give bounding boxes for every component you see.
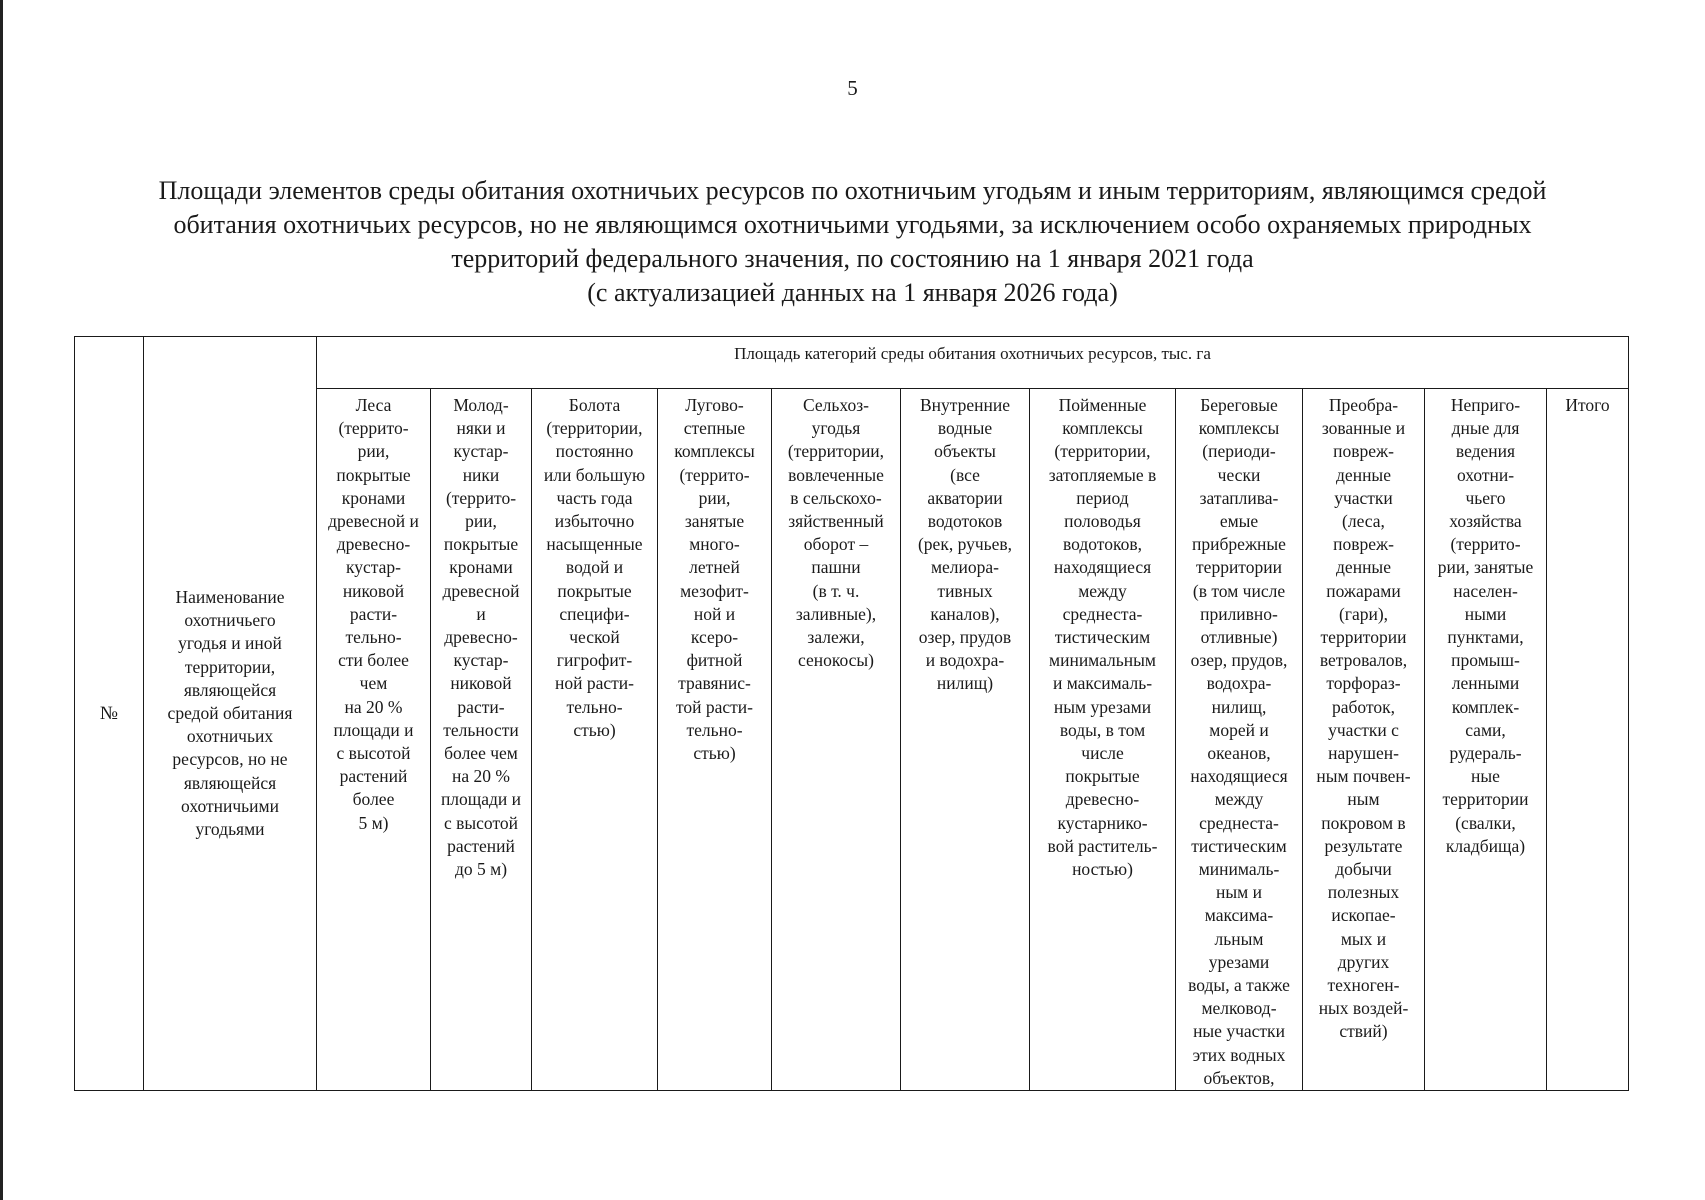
category-line: рии, занятые — [1437, 557, 1534, 578]
category-line: растений — [339, 766, 408, 787]
page-number: 5 — [847, 76, 858, 100]
category-line: кустарнико- — [1057, 812, 1148, 833]
category-line: тистическим — [1054, 627, 1151, 648]
category-line: между — [1078, 580, 1127, 601]
category-line: нарушен- — [1328, 743, 1399, 764]
category-line: мелковод- — [1201, 998, 1277, 1019]
category-line: торфораз- — [1326, 673, 1401, 694]
category-line: комплексы — [674, 441, 755, 462]
category-line: пунктами, — [1447, 627, 1524, 648]
category-line: денные — [1336, 464, 1391, 485]
category-line: Итого — [1565, 395, 1610, 415]
category-line: Пойменные — [1058, 395, 1147, 415]
category-line: (все — [950, 464, 980, 485]
category-line: кронами — [341, 487, 406, 508]
category-line: зованные и — [1321, 418, 1406, 439]
category-line: мых и — [1340, 928, 1387, 949]
category-line: урезами — [1208, 951, 1270, 972]
category-line: вой раститель- — [1047, 835, 1158, 856]
category-line: более чем — [444, 743, 518, 764]
category-line: занятые — [684, 511, 745, 532]
category-line: повреж- — [1333, 441, 1394, 462]
category-line: специфи- — [559, 603, 630, 624]
category-line: древесно- — [336, 534, 411, 555]
category-line: няки и — [456, 418, 506, 439]
category-line: тистическим — [1191, 835, 1287, 856]
habitat-area-table — [74, 336, 1629, 1091]
category-line: охотни- — [1456, 464, 1515, 485]
category-line: никовой — [342, 580, 405, 601]
category-line: часть года — [556, 487, 633, 508]
category-line: кронами — [449, 557, 513, 578]
category-line: и водохра- — [925, 650, 1005, 671]
category-line: добычи — [1335, 859, 1392, 880]
category-line: ные участки — [1193, 1021, 1285, 1042]
category-line: участки с — [1328, 719, 1399, 740]
category-line: (рек, ручьев, — [917, 534, 1013, 555]
category-line: техноген- — [1327, 975, 1400, 996]
category-line: чески — [1217, 464, 1261, 485]
category-line: на 20 % — [344, 696, 403, 717]
category-line: океанов, — [1207, 743, 1271, 764]
category-line: покрытые — [1065, 766, 1140, 787]
category-line: среднеста- — [1062, 603, 1143, 624]
category-line: среднеста- — [1199, 812, 1279, 833]
category-line: ной расти- — [555, 673, 634, 694]
category-line: тельно- — [345, 627, 402, 648]
category-line: водные — [937, 418, 993, 439]
header-cell-category — [901, 389, 1030, 1091]
category-line: максима- — [1204, 905, 1274, 926]
category-line: емые — [1219, 511, 1259, 532]
category-line: период — [1076, 487, 1129, 508]
category-line: Преобра- — [1328, 395, 1399, 415]
category-line: населен- — [1453, 580, 1518, 601]
category-line: залежи, — [807, 627, 865, 648]
category-line: и максималь- — [1052, 673, 1153, 694]
category-line: древесно- — [1065, 789, 1140, 810]
category-line: Внутренние — [919, 395, 1011, 415]
category-line: (террито- — [679, 464, 750, 485]
category-line: тивных — [937, 580, 993, 601]
header-row-group — [75, 337, 1629, 389]
header-cell-category — [1425, 389, 1547, 1091]
category-line: пожарами — [1326, 580, 1401, 601]
category-line: территории — [1320, 627, 1407, 648]
category-line: (территории, — [546, 418, 643, 439]
header-cell-category — [532, 389, 658, 1091]
category-line: каналов), — [930, 603, 1000, 624]
category-line: рудераль- — [1449, 743, 1522, 764]
category-line: ностью) — [1072, 859, 1133, 880]
category-line: ведения — [1455, 441, 1516, 462]
category-line: ветровалов, — [1319, 650, 1408, 671]
category-line: рии, — [698, 487, 731, 508]
category-line: (террито- — [445, 487, 517, 508]
header-cell-category — [1547, 389, 1629, 1091]
category-line: в сельскохо- — [790, 487, 882, 508]
header-cell-name: Наименование охотничьего угодья и иной территории, являющейся средой обитания охотничьих ресурсов, но не являющейся охотничьими угодьями — [144, 337, 317, 1091]
category-line: оборот – — [803, 534, 869, 555]
category-line: денные — [1336, 557, 1391, 578]
title-line: (с актуализацией данных на 1 января 2026 года) — [587, 278, 1118, 307]
category-line: ными — [1464, 603, 1507, 624]
category-line: воды, а также — [1188, 975, 1290, 996]
category-line: чем — [359, 673, 388, 694]
category-line: озер, прудов, — [1190, 650, 1288, 671]
header-cell-category — [1176, 389, 1303, 1091]
header-cell-category — [317, 389, 431, 1091]
category-line: постоянно — [555, 441, 634, 462]
category-line: комплек- — [1451, 696, 1520, 717]
category-line: сами, — [1465, 719, 1506, 740]
category-line: покрытые — [557, 580, 632, 601]
category-line: (территории, — [787, 441, 885, 462]
category-line: древесной и — [328, 511, 419, 532]
category-line: (свалки, — [1455, 812, 1516, 833]
category-line: объекты — [934, 441, 996, 462]
category-line: ным и — [1216, 882, 1262, 903]
category-line: затопляемые в — [1048, 464, 1157, 485]
category-line: этих водных — [1192, 1044, 1286, 1065]
category-line: хозяйства — [1449, 511, 1522, 532]
category-line: рии, — [357, 441, 390, 462]
category-line: кладбища) — [1445, 835, 1526, 856]
category-line: (террито- — [1450, 534, 1521, 555]
category-line: кустар- — [453, 441, 509, 462]
category-line: ным урезами — [1053, 696, 1152, 717]
category-line: Болота — [568, 395, 621, 415]
category-line: пашни — [811, 557, 861, 578]
category-line: ным — [1347, 789, 1380, 810]
category-line: водой и — [565, 557, 624, 578]
header-cell-category — [658, 389, 772, 1091]
category-line: чьего — [1465, 487, 1506, 508]
category-line: древесной — [442, 580, 520, 601]
category-line: (периоди- — [1202, 441, 1276, 462]
category-line: водотоков — [927, 511, 1003, 532]
category-line: водотоков, — [1063, 534, 1142, 555]
category-line: числе — [1081, 743, 1124, 764]
category-line: ных воздей- — [1318, 998, 1409, 1019]
category-line: морей и — [1209, 719, 1269, 740]
category-line: с высотой — [336, 743, 411, 764]
category-line: угодья — [811, 418, 861, 439]
category-line: территории — [1442, 789, 1529, 810]
category-line: дные для — [1451, 418, 1520, 439]
header-cell-category — [1030, 389, 1176, 1091]
category-line: полезных — [1327, 882, 1400, 903]
category-line: расти- — [457, 696, 505, 717]
category-line: нилищ) — [936, 673, 994, 694]
document-title — [60, 174, 1645, 310]
category-line: территории — [1196, 557, 1282, 578]
category-line: покрытые — [443, 534, 519, 555]
category-line: ные — [1471, 766, 1500, 787]
category-line: ствий) — [1339, 1021, 1388, 1042]
category-line: мелиора- — [930, 557, 1000, 578]
title-line: обитания охотничьих ресурсов, но не являющимся охотничьими угодьями, за исключением особо охраняемых природных — [173, 210, 1532, 239]
category-line: участки — [1334, 487, 1393, 508]
category-line: стью) — [693, 743, 736, 764]
category-line: ленными — [1451, 673, 1520, 694]
category-line: половодья — [1064, 511, 1141, 532]
category-line: кустар- — [453, 650, 509, 671]
category-line: ческой — [569, 627, 620, 648]
category-line: воды, в том — [1059, 719, 1146, 740]
category-line: комплексы — [1198, 418, 1280, 439]
category-line: тельно- — [686, 719, 743, 740]
category-line: гигрофит- — [556, 650, 633, 671]
category-line: площади и — [333, 719, 414, 740]
category-line: промыш- — [1451, 650, 1520, 671]
category-line: ной и — [693, 603, 736, 624]
category-line: повреж- — [1333, 534, 1394, 555]
category-line: расти- — [349, 603, 398, 624]
category-line: объектов, — [1203, 1067, 1275, 1088]
category-line: или большую — [543, 464, 646, 485]
title-line: Площади элементов среды обитания охотничьих ресурсов по охотничьим угодьям и иным территориям, являющимся средой — [158, 176, 1547, 205]
category-line: затаплива- — [1199, 487, 1279, 508]
category-line: ископае- — [1331, 905, 1396, 926]
category-line: (в том числе — [1192, 580, 1286, 601]
category-line: других — [1337, 951, 1390, 972]
category-line: травянис- — [678, 673, 751, 694]
category-line: стью) — [573, 719, 616, 740]
category-line: и — [476, 603, 486, 624]
category-line: (в т. ч. — [812, 580, 860, 601]
category-line: Сельхоз- — [803, 395, 869, 415]
category-line: отливные) — [1200, 627, 1278, 648]
category-line: (леса, — [1342, 511, 1385, 532]
category-line: на 20 % — [452, 766, 510, 787]
category-line: прибрежные — [1192, 534, 1286, 555]
category-line: с высотой — [444, 812, 518, 833]
category-line: Береговые — [1200, 395, 1278, 415]
category-line: льным — [1214, 928, 1264, 949]
category-line: до 5 м) — [454, 859, 508, 880]
category-line: озер, прудов — [918, 627, 1012, 648]
category-line: мезофит- — [680, 580, 749, 601]
category-line: избыточно — [554, 511, 635, 532]
category-line: комплексы — [1062, 418, 1143, 439]
category-line: той расти- — [675, 696, 754, 717]
category-line: нилищ, — [1211, 696, 1267, 717]
header-cell-area-group: Площадь категорий среды обитания охотничьих ресурсов, тыс. га — [317, 337, 1629, 389]
category-line: Молод- — [453, 395, 509, 415]
category-line: находящиеся — [1190, 766, 1288, 787]
category-line: (территории, — [1054, 441, 1151, 462]
category-line: приливно- — [1200, 603, 1278, 624]
category-line: 5 м) — [358, 812, 389, 833]
category-line: древесно- — [444, 627, 518, 648]
category-line: степные — [683, 418, 746, 439]
category-line: ники — [462, 464, 500, 485]
category-line: ксеро- — [690, 627, 739, 648]
category-line: покрытые — [336, 464, 411, 485]
category-line: тельности — [443, 719, 519, 740]
category-line: Леса — [355, 395, 392, 415]
category-line: много- — [689, 534, 740, 555]
category-line: (гари), — [1338, 603, 1389, 624]
header-cell-category — [772, 389, 901, 1091]
category-line: (террито- — [338, 418, 409, 439]
category-line: тельно- — [566, 696, 623, 717]
table-container — [74, 336, 1628, 1088]
header-cell-category — [1303, 389, 1425, 1091]
category-line: зяйственный — [788, 511, 884, 532]
title-line: территорий федерального значения, по состоянию на 1 января 2021 года — [451, 244, 1254, 273]
category-line: летней — [689, 557, 740, 578]
category-line: водохра- — [1206, 673, 1272, 694]
category-line: между — [1214, 789, 1264, 810]
category-line: рии, — [465, 511, 497, 532]
category-line: Лугово- — [685, 395, 744, 415]
category-line: фитной — [686, 650, 743, 671]
category-line: покровом в — [1321, 812, 1406, 833]
category-line: площади и — [440, 789, 522, 810]
category-line: кустар- — [346, 557, 401, 578]
category-line: акватории — [927, 487, 1003, 508]
category-line: Неприго- — [1450, 395, 1521, 415]
header-cell-number: № — [75, 337, 144, 1091]
category-line: сти более — [338, 650, 409, 671]
category-line: никовой — [450, 673, 512, 694]
category-line: результате — [1324, 835, 1403, 856]
category-line: минималь- — [1198, 859, 1280, 880]
category-line: минимальным — [1049, 650, 1156, 671]
category-line: ным почвен- — [1316, 766, 1411, 787]
category-line: заливные), — [795, 603, 877, 624]
category-line: находящиеся — [1053, 557, 1152, 578]
category-line: растений — [447, 835, 515, 856]
category-line: более — [352, 789, 395, 810]
category-line: сенокосы) — [797, 650, 874, 671]
header-cell-category — [431, 389, 532, 1091]
category-line: вовлеченные — [788, 464, 884, 485]
category-line: насыщенные — [546, 534, 643, 555]
scan-edge — [0, 0, 3, 1200]
category-line: работок, — [1332, 696, 1395, 717]
